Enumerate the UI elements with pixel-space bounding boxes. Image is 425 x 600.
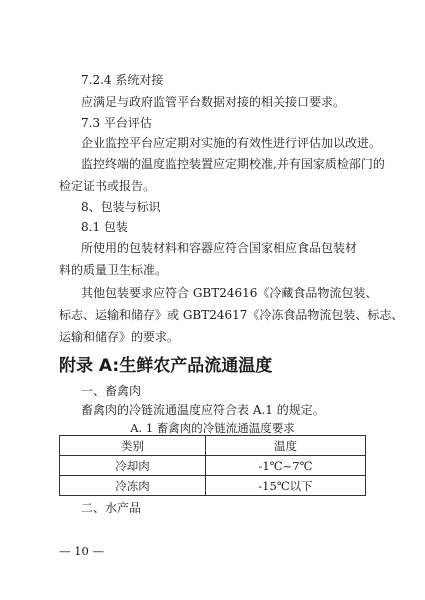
temperature-table: [59, 435, 366, 496]
table-cell: 冷却肉: [60, 456, 206, 476]
table-cell: -1℃~7℃: [206, 456, 366, 476]
appendix-sub2: 二、水产品: [81, 501, 142, 515]
page-number: — 10 —: [59, 544, 104, 558]
appendix-sub1: 一、畜禽肉: [81, 384, 142, 398]
section-7-2-4-heading: 7.2.4 系统对接: [81, 73, 164, 87]
section-8-1-body2-line3: 运输和储存》的要求。: [59, 330, 180, 344]
table-row: [60, 476, 366, 496]
section-8-heading: 8、包装与标识: [81, 200, 161, 214]
table-cell: 冷冻肉: [60, 476, 206, 496]
table-header-cell: 类别: [60, 436, 206, 456]
section-7-3-body: 企业监控平台应定期对实施的有效性进行评估加以改进。: [81, 136, 382, 150]
section-8-1-body-line2: 料的质量卫生标准。: [59, 263, 168, 277]
section-8-1-body2-line1: 其他包装要求应符合 GBT24616《冷藏食品物流包装、: [81, 286, 378, 300]
section-8-1-body2-line2: 标志、运输和储存》或 GBT24617《冷冻食品物流包装、标志、: [59, 308, 404, 322]
section-7-3-heading: 7.3 平台评估: [81, 116, 152, 130]
table-cell: -15℃以下: [206, 476, 366, 496]
section-8-1-heading: 8.1 包装: [81, 220, 128, 234]
section-7-2-4-body: 应满足与政府监管平台数据对接的相关接口要求。: [81, 95, 346, 109]
section-7-3-body2-line2: 检定证书或报告。: [59, 179, 156, 193]
table-caption: A. 1 畜禽肉的冷链流通温度要求: [130, 421, 295, 435]
table-header-row: [60, 436, 366, 456]
appendix-title: 附录 A:生鲜农产品流通温度: [59, 356, 273, 376]
section-8-1-body-line1: 所使用的包装材料和容器应符合国家相应食品包装材: [81, 241, 358, 255]
section-7-3-body2-line1: 监控终端的温度监控装置应定期校准,并有国家质检部门的: [81, 157, 385, 171]
table-row: [60, 456, 366, 476]
appendix-sub1-body: 畜禽肉的冷链流通温度应符合表 A.1 的规定。: [81, 403, 325, 417]
table-header-cell: 温度: [206, 436, 366, 456]
